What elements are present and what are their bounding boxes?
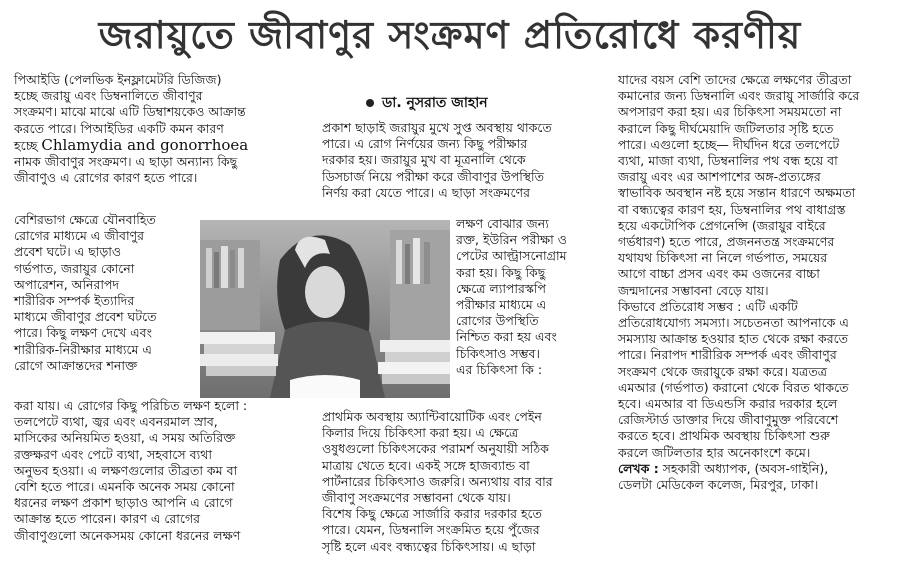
text-line: গর্ভপাত, জরায়ুর কোনো	[14, 260, 135, 276]
text-line: ধরনের লক্ষণ প্রকাশ ছাড়াও আপনি এ রোগে	[14, 495, 233, 511]
text-line: করতে পারে। পিআইডির একটি কমন কারণ	[14, 120, 224, 136]
text-line: সংক্রমণ থেকে জরায়ুকে রক্ষা করে। যত্রতত্র	[618, 363, 827, 379]
text-line: রোগের মাধ্যমে এ জীবাণুর	[14, 228, 145, 244]
text-line: সংক্রমণ। মাঝে মাঝে এটি ডিম্বাশয়কেও আক্রান্ত	[14, 104, 246, 120]
text-line: অপসারণ করা হয়। এর চিকিৎসা সময়মতো না	[618, 104, 842, 120]
author-line1: সহকারী অধ্যাপক, (অবস-গাইনি),	[658, 460, 829, 476]
headline: জরায়ুতে জীবাণুর সংক্রমণ প্রতিরোধে করণীয়	[98, 13, 802, 57]
text-line: প্রকাশ ছাড়াই জরায়ুর মুখে সুপ্ত অবস্থায় থাকতে	[322, 120, 552, 135]
text-line: করা হয়। কিছু কিছু	[456, 264, 546, 280]
text-line: সৃষ্টি হলে এবং বন্ধ্যত্বের চিকিৎসায়। এ ছাড়া	[322, 538, 536, 554]
col2-top	[322, 120, 612, 201]
text-line: এমআর (গর্ভপাত) করানো থেকে বিরত থাকতে	[618, 379, 849, 395]
text-line: স্বাভাবিক অবস্থান নষ্ট হয়ে সন্তান ধারণে অক্ষমতা	[618, 185, 856, 201]
author-label: লেখক :	[618, 460, 659, 476]
text-line: তলপেটে ব্যথা, জ্বর এবং এবনরমাল স্রাব,	[14, 414, 218, 430]
text-line: যথাযথ চিকিৎসা না নিলে গর্ভপাত, সময়ের	[618, 250, 828, 266]
text-line: পারে। কিছু লক্ষণ দেখে এবং	[14, 325, 152, 341]
col1-side	[14, 212, 194, 374]
text-line: বেশি হতে পারে। এমনকি অনেক সময় কোনো	[14, 479, 235, 495]
text-line: সমস্যায় আক্রান্ত হওয়ার হাত থেকে রক্ষা করতে	[618, 331, 848, 347]
studying-woman-photo	[200, 220, 450, 398]
text-line: নির্ণয় করা যেতে পারে। এ ছাড়া সংক্রমণের	[322, 184, 530, 200]
text-line: পারে। নিরাপদ শারীরিক সম্পর্ক এবং জীবাণুর	[618, 347, 837, 363]
text-line: বিশেষ কিছু ক্ষেত্রে সার্জারি করার দরকার হতে	[322, 506, 542, 522]
article-photo	[200, 220, 450, 398]
col3	[618, 72, 893, 493]
bullet-icon	[366, 99, 374, 107]
text-line: এর চিকিৎসা কি :	[456, 361, 543, 377]
text-line: অপারেশন, অনিরাপদ	[14, 276, 120, 292]
text-line: রেজিস্টার্ড ডাক্তার দিয়ে জীবাণুমুক্ত পরিবেশে	[618, 412, 839, 428]
text-line: যাদের বয়স বেশি তাদের ক্ষেত্রে লক্ষণের তীব্রতা	[618, 72, 852, 87]
text-line: জন্মদানের সম্ভাবনা বেড়ে যায়।	[618, 282, 769, 298]
text-line	[14, 137, 286, 154]
text-line: অনুভব হওয়া। এ লক্ষণগুলোর তীব্রতা কম বা	[14, 462, 238, 478]
text-line: পরীক্ষার মাধ্যমে এ	[456, 297, 547, 313]
col1-bottom	[14, 398, 304, 544]
text-line: বেশিরভাগ ক্ষেত্রে যৌনবাহিত	[14, 212, 156, 227]
text-line: গর্ভধারণ) হতে পারে, প্রজননতন্ত্র সংক্রমণের	[618, 234, 835, 250]
col1-intro	[14, 72, 286, 186]
text-line: আগে বাচ্চা প্রসব এবং কম ওজনের বাচ্চা	[618, 266, 820, 282]
text-line: জীবাণু সংক্রমণের সম্ভাবনা থেকে যায়।	[322, 490, 511, 506]
text-line: নামক জীবাণুর সংক্রমণ। এ ছাড়া অন্যান্য কিছু	[14, 154, 238, 170]
text-line: কিভাবে প্রতিরোধ সম্ভব : এটি একটি	[618, 298, 798, 314]
text-line: জরায়ু এবং এর আশপাশের অঙ্গ-প্রত্যঙ্গের	[618, 169, 821, 185]
text-line: পেটের আল্ট্রাসনোগ্রাম	[456, 248, 567, 264]
text-line: মাসিকের অনিয়মিত হওয়া, এ সময় অতিরিক্ত	[14, 430, 236, 446]
text-line: ডিসচার্জ নিয়ে পরীক্ষা করে জীবাণুর উপস্থিতি	[322, 168, 545, 184]
text-line: হয়ে একটোপিক প্রেগনেন্সি (জরায়ুর বাইরে	[618, 217, 826, 233]
text-line: ব্যথা, মাজা ব্যথা, ডিম্বনালির পথ বন্ধ হয়ে বা	[618, 153, 838, 169]
text-line: দরকার হয়। জরায়ুর মুখ বা মূত্রনালি থেকে	[322, 152, 526, 168]
text-line: লক্ষণ বোঝার জন্য	[456, 216, 549, 231]
text-line: পারে। এগুলো হচ্ছে— দীর্ঘদিন ধরে তলপেটে	[618, 136, 840, 152]
text-line: মাত্রায় খেতে হবে। একই সঙ্গে হাজব্যান্ড বা	[322, 457, 530, 473]
text-line: হচ্ছে জরায়ু এবং ডিম্বনালিতে জীবাণুর	[14, 88, 203, 104]
text-line: পার্টনারের চিকিৎসাও জরুরি। অন্যথায় বার বার	[322, 473, 553, 489]
author-name: ডা. নুসরাত জাহান	[382, 95, 488, 111]
byline	[366, 91, 488, 115]
text-line: জীবাণুগুলো অনেকসময় কোনো ধরনের লক্ষণ	[14, 527, 241, 543]
text-line: রক্তক্ষরণ এবং পেটে ব্যথা, সহবাসে ব্যথা	[14, 446, 212, 462]
text-line: পারে। যেমন, ডিম্বনালি সংক্রমিত হয়ে পুঁজের	[322, 522, 540, 538]
text-line: শারীরিক সম্পর্ক ইত্যাদির	[14, 293, 135, 309]
text-line: বা বন্ধ্যত্বের কারণ হয়, ডিম্বনালির পথ বাধাগ্রস্ত	[618, 201, 846, 217]
col2-bottom	[322, 409, 612, 555]
text-line: কিলার দিয়ে চিকিৎসা করা হয়। এ ক্ষেত্রে	[322, 425, 519, 441]
text-line: প্রতিরোধযোগ্য সমস্যা। সচেতনতা আপনাকে এ	[618, 315, 849, 331]
text-line: প্রবেশ ঘটে। এ ছাড়াও	[14, 244, 122, 260]
text-line: পিআইডি (পেলভিক ইনফ্লামেটরি ডিজিজ)	[14, 72, 222, 87]
text-line: ক্ষেত্রে ল্যাপারস্কপি	[456, 280, 546, 296]
cause-english: Chlamydia and gonorrhoea	[41, 135, 249, 154]
text-line: মাধ্যমে জীবাণুর প্রবেশ ঘটতে	[14, 309, 157, 325]
text-line: নিশ্চিত করা হয় এবং	[456, 329, 557, 345]
text-line: জীবাণুও এ রোগের কারণ হতে পারে।	[14, 170, 198, 186]
text-line: ওষুধগুলো চিকিৎসকের পরামর্শ অনুযায়ী সঠিক	[322, 441, 549, 457]
author-line2: ডেলটা মেডিকেল কলেজ, মিরপুর, ঢাকা।	[618, 477, 819, 493]
text-line: প্রাথমিক অবস্থায় অ্যান্টিবায়োটিক এবং পেইন	[322, 409, 542, 424]
text-line: করলে জটিলতার হার অনেকাংশে কমে।	[618, 444, 811, 460]
text-line: করালে কিছু দীর্ঘমেয়াদি জটিলতার সৃষ্টি হতে	[618, 120, 834, 136]
text-line: করতে হবে। প্রাথমিক অবস্থায় চিকিৎসা শুরু	[618, 428, 830, 444]
text-line: শারীরিক-নিরীক্ষার মাধ্যমে এ	[14, 341, 152, 357]
text-line: রোগের উপস্থিতি	[456, 313, 539, 329]
text-line: হবে। এমআর বা ডিএন্ডসি করার দরকার হলে	[618, 396, 838, 412]
text-line: রক্ত, ইউরিন পরীক্ষা ও	[456, 232, 567, 248]
text-line: কমানোর জন্য ডিম্বনালি এবং জরায়ু সার্জারি করে	[618, 88, 860, 104]
text-line: করা যায়। এ রোগের কিছু পরিচিত লক্ষণ হলো :	[14, 398, 248, 413]
author-credit	[618, 461, 893, 477]
text-line: রোগে আক্রান্তদের শনাক্ত	[14, 357, 138, 373]
col2-side	[456, 216, 612, 378]
cause-prefix: হচ্ছে	[14, 137, 42, 153]
text-line: আক্রান্ত হতে পারেন। কারণ এ রোগের	[14, 511, 201, 527]
text-line: পারে। এ রোগ নির্ণয়ের জন্য কিছু পরীক্ষার	[322, 136, 528, 152]
text-line: চিকিৎসাও সম্ভব।	[456, 345, 540, 361]
